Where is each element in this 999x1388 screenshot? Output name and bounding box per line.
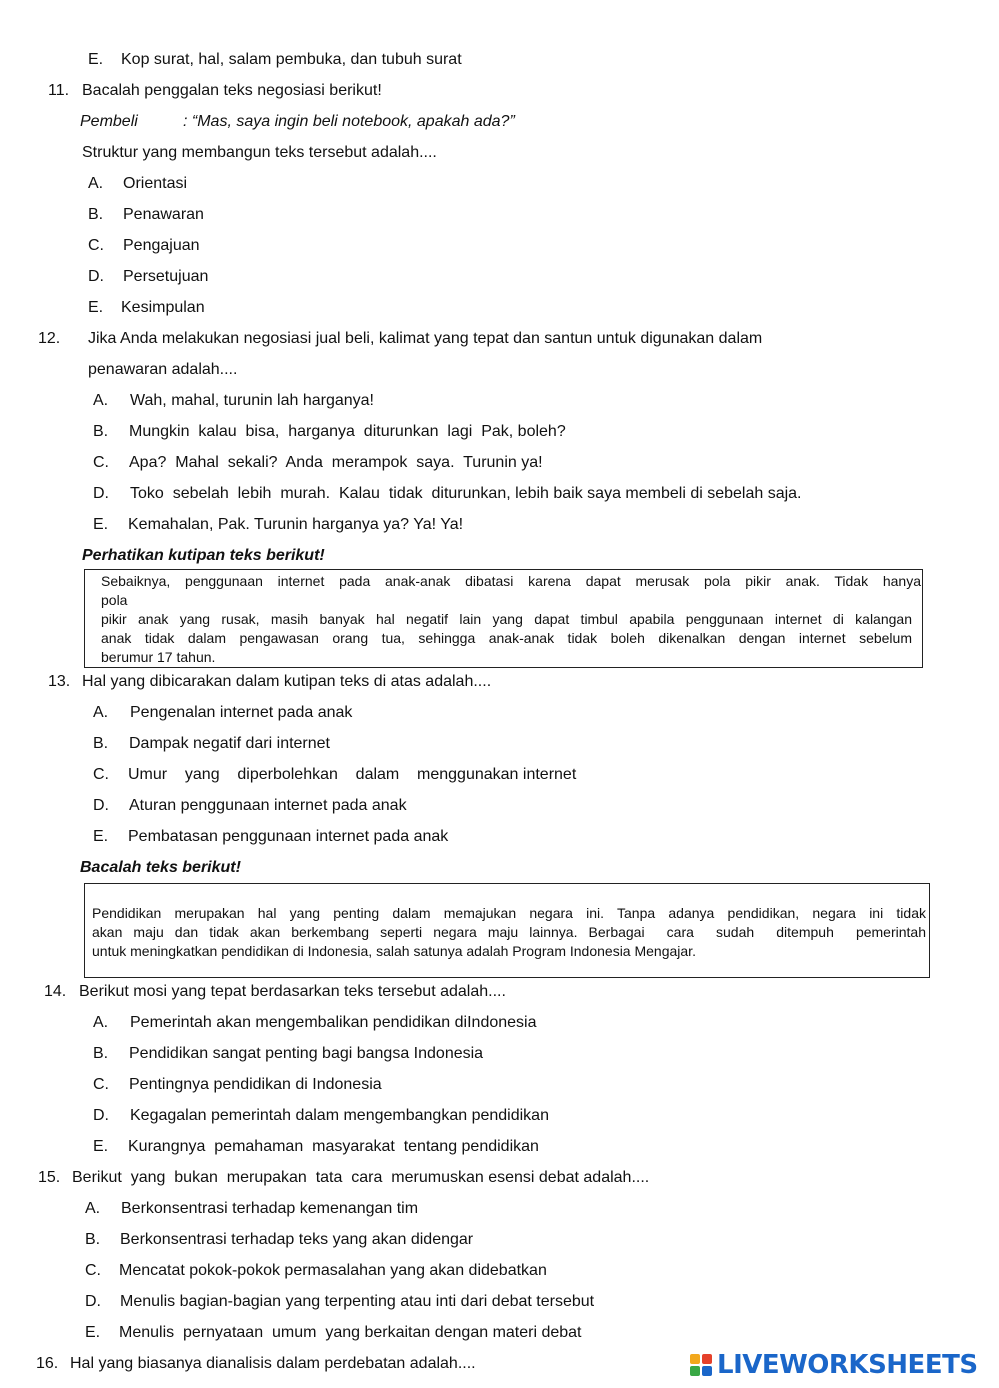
option-label: A. xyxy=(93,704,109,721)
option-label: D. xyxy=(93,485,109,502)
question-number: 15. xyxy=(38,1169,61,1186)
option-label: C. xyxy=(85,1262,101,1279)
q14-option-a[interactable] xyxy=(93,1013,537,1033)
option-label: C. xyxy=(88,237,104,254)
excerpt1-line: berumur 17 tahun. xyxy=(101,649,216,665)
option-text: Mencatat pokok-pokok permasalahan yang akan didebatkan xyxy=(119,1262,547,1279)
option-text: Penawaran xyxy=(123,206,204,223)
option-label: A. xyxy=(88,175,104,192)
q11-dialog xyxy=(80,112,515,132)
option-text: Kemahalan, Pak. Turunin harganya ya? Ya! Ya! xyxy=(128,516,464,533)
excerpt2-line: untuk meningkatkan pendidikan di Indonesia, salah satunya adalah Program Indonesia Mengajar. xyxy=(92,943,696,959)
excerpt2-heading: Bacalah teks berikut! xyxy=(80,859,241,876)
dialog-line: : “Mas, saya ingin beli notebook, apakah ada?” xyxy=(183,113,515,130)
q11-option-d[interactable] xyxy=(88,267,208,287)
excerpt2-line: Pendidikan merupakan hal yang penting dalam memajukan negara ini. Tanpa adanya pendidikan, negara ini tidak xyxy=(92,905,926,921)
option-label: D. xyxy=(88,268,104,285)
excerpt1-line: Sebaiknya, penggunaan internet pada anak-anak dibatasi karena dapat merusak pola pikir anak. Tidak hanya xyxy=(101,573,921,589)
q13-question xyxy=(48,672,491,692)
q13-option-e[interactable] xyxy=(93,827,448,847)
option-text: Kegagalan pemerintah dalam mengembangkan pendidikan xyxy=(130,1107,549,1124)
option-label: E. xyxy=(88,51,104,68)
option-text: Kurangnya pemahaman masyarakat tentang pendidikan xyxy=(128,1138,539,1155)
question-number: 12. xyxy=(38,330,61,347)
option-label: B. xyxy=(93,735,109,752)
question-text: Hal yang biasanya dianalisis dalam perdebatan adalah.... xyxy=(70,1355,476,1372)
liveworksheets-mark-icon xyxy=(690,1354,712,1376)
option-label: A. xyxy=(85,1200,101,1217)
q15-option-c[interactable] xyxy=(85,1261,547,1281)
logo-square-icon xyxy=(702,1354,712,1364)
logo-square-icon xyxy=(690,1366,700,1376)
option-text: Menulis bagian-bagian yang terpenting atau inti dari debat tersebut xyxy=(120,1293,595,1310)
q11-question xyxy=(48,81,382,101)
q12-option-d[interactable] xyxy=(93,484,802,504)
option-label: A. xyxy=(93,1014,109,1031)
question-text: Berikut mosi yang tepat berdasarkan teks tersebut adalah.... xyxy=(79,983,506,1000)
option-text: Menulis pernyataan umum yang berkaitan dengan materi debat xyxy=(119,1324,582,1341)
q13-option-d[interactable] xyxy=(93,796,407,816)
excerpt1-box xyxy=(84,569,923,668)
q12-option-c[interactable] xyxy=(93,453,543,473)
option-label: B. xyxy=(93,423,109,440)
option-text: Kesimpulan xyxy=(121,299,205,316)
option-text: Pentingnya pendidikan di Indonesia xyxy=(129,1076,382,1093)
option-label: E. xyxy=(93,828,109,845)
option-text: Persetujuan xyxy=(123,268,209,285)
option-text: Pemerintah akan mengembalikan pendidikan diIndonesia xyxy=(130,1014,537,1031)
q13-option-b[interactable] xyxy=(93,734,330,754)
q13-option-c[interactable] xyxy=(93,765,576,785)
question-text: Berikut yang bukan merupakan tata cara merumuskan esensi debat adalah.... xyxy=(72,1169,650,1186)
q14-option-c[interactable] xyxy=(93,1075,382,1095)
question-number: 11. xyxy=(48,82,70,99)
q11-option-a[interactable] xyxy=(88,174,187,194)
q15-option-e[interactable] xyxy=(85,1323,582,1343)
q12-option-a[interactable] xyxy=(93,391,374,411)
excerpt1-line: pikir anak yang rusak, masih banyak hal negatif lain yang dapat timbul apabila penggunaan internet di kalangan xyxy=(101,611,912,627)
dialog-speaker: Pembeli xyxy=(80,113,138,130)
option-label: E. xyxy=(85,1324,101,1341)
excerpt2-box xyxy=(84,883,930,978)
option-label: E. xyxy=(88,299,104,316)
logo-square-icon xyxy=(702,1366,712,1376)
option-label: A. xyxy=(93,392,109,409)
q11-option-b[interactable] xyxy=(88,205,204,225)
option-label: E. xyxy=(93,1138,109,1155)
option-text: Orientasi xyxy=(123,175,188,192)
q15-option-a[interactable] xyxy=(85,1199,418,1219)
question-number: 14. xyxy=(44,983,67,1000)
question-text: Hal yang dibicarakan dalam kutipan teks di atas adalah.... xyxy=(82,673,492,690)
q12-question xyxy=(38,329,762,349)
option-text: Toko sebelah lebih murah. Kalau tidak diturunkan, lebih baik saya membeli di sebelah saja. xyxy=(130,485,802,502)
q12-option-b[interactable] xyxy=(93,422,566,442)
option-text: Aturan penggunaan internet pada anak xyxy=(129,797,407,814)
excerpt1-line: anak tidak dalam pengawasan orang tua, sehingga anak-anak tidak boleh dikenalkan dengan internet sebelum xyxy=(101,630,912,646)
option-label: D. xyxy=(93,1107,109,1124)
option-text: Wah, mahal, turunin lah harganya! xyxy=(130,392,374,409)
option-label: D. xyxy=(85,1293,101,1310)
option-label: C. xyxy=(93,1076,109,1093)
option-text: Apa? Mahal sekali? Anda merampok saya. Turunin ya! xyxy=(129,454,543,471)
q15-option-d[interactable] xyxy=(85,1292,594,1312)
q16-question xyxy=(36,1354,476,1374)
option-label: B. xyxy=(85,1231,101,1248)
q11-option-e[interactable] xyxy=(88,298,205,318)
option-text: Pembatasan penggunaan internet pada anak xyxy=(128,828,449,845)
option-label: B. xyxy=(88,206,104,223)
option-label: C. xyxy=(93,766,109,783)
option-label: D. xyxy=(93,797,109,814)
option-text: Berkonsentrasi terhadap teks yang akan didengar xyxy=(120,1231,474,1248)
excerpt1-line: pola xyxy=(101,592,128,608)
liveworksheets-logo xyxy=(690,1348,978,1382)
option-text: Umur yang diperbolehkan dalam menggunakan internet xyxy=(128,766,577,783)
option-text: Mungkin kalau bisa, harganya diturunkan lagi Pak, boleh? xyxy=(129,423,566,440)
question-number: 16. xyxy=(36,1355,59,1372)
question-text: Bacalah penggalan teks negosiasi berikut! xyxy=(82,82,382,99)
q15-question xyxy=(38,1168,649,1188)
q10-option-e xyxy=(88,50,462,70)
liveworksheets-text: LIVEWORKSHEETS xyxy=(717,1350,978,1380)
question-text: Jika Anda melakukan negosiasi jual beli, kalimat yang tepat dan santun untuk digunakan dalam xyxy=(88,330,763,347)
q11-prompt: Struktur yang membangun teks tersebut adalah.... xyxy=(82,144,437,161)
excerpt1-heading: Perhatikan kutipan teks berikut! xyxy=(82,547,325,564)
option-text: Pengajuan xyxy=(123,237,200,254)
q12-question-cont: penawaran adalah.... xyxy=(88,361,238,378)
q14-question xyxy=(44,982,506,1002)
q14-option-b[interactable] xyxy=(93,1044,483,1064)
option-text: Pendidikan sangat penting bagi bangsa Indonesia xyxy=(129,1045,484,1062)
q11-option-c[interactable] xyxy=(88,236,200,256)
option-text: Dampak negatif dari internet xyxy=(129,735,330,752)
q15-option-b[interactable] xyxy=(85,1230,473,1250)
q13-option-a[interactable] xyxy=(93,703,352,723)
q14-option-e[interactable] xyxy=(93,1137,539,1157)
logo-square-icon xyxy=(690,1354,700,1364)
q14-option-d[interactable] xyxy=(93,1106,549,1126)
q12-option-e[interactable] xyxy=(93,515,463,535)
option-label: C. xyxy=(93,454,109,471)
option-label: E. xyxy=(93,516,109,533)
question-number: 13. xyxy=(48,673,71,690)
option-text: Berkonsentrasi terhadap kemenangan tim xyxy=(121,1200,419,1217)
option-text: Kop surat, hal, salam pembuka, dan tubuh surat xyxy=(121,51,462,68)
option-label: B. xyxy=(93,1045,109,1062)
option-text: Pengenalan internet pada anak xyxy=(130,704,353,721)
excerpt2-line: akan maju dan tidak akan berkembang seperti negara maju lainnya. Berbagai cara sudah ditempuh pemerintah xyxy=(92,924,926,940)
